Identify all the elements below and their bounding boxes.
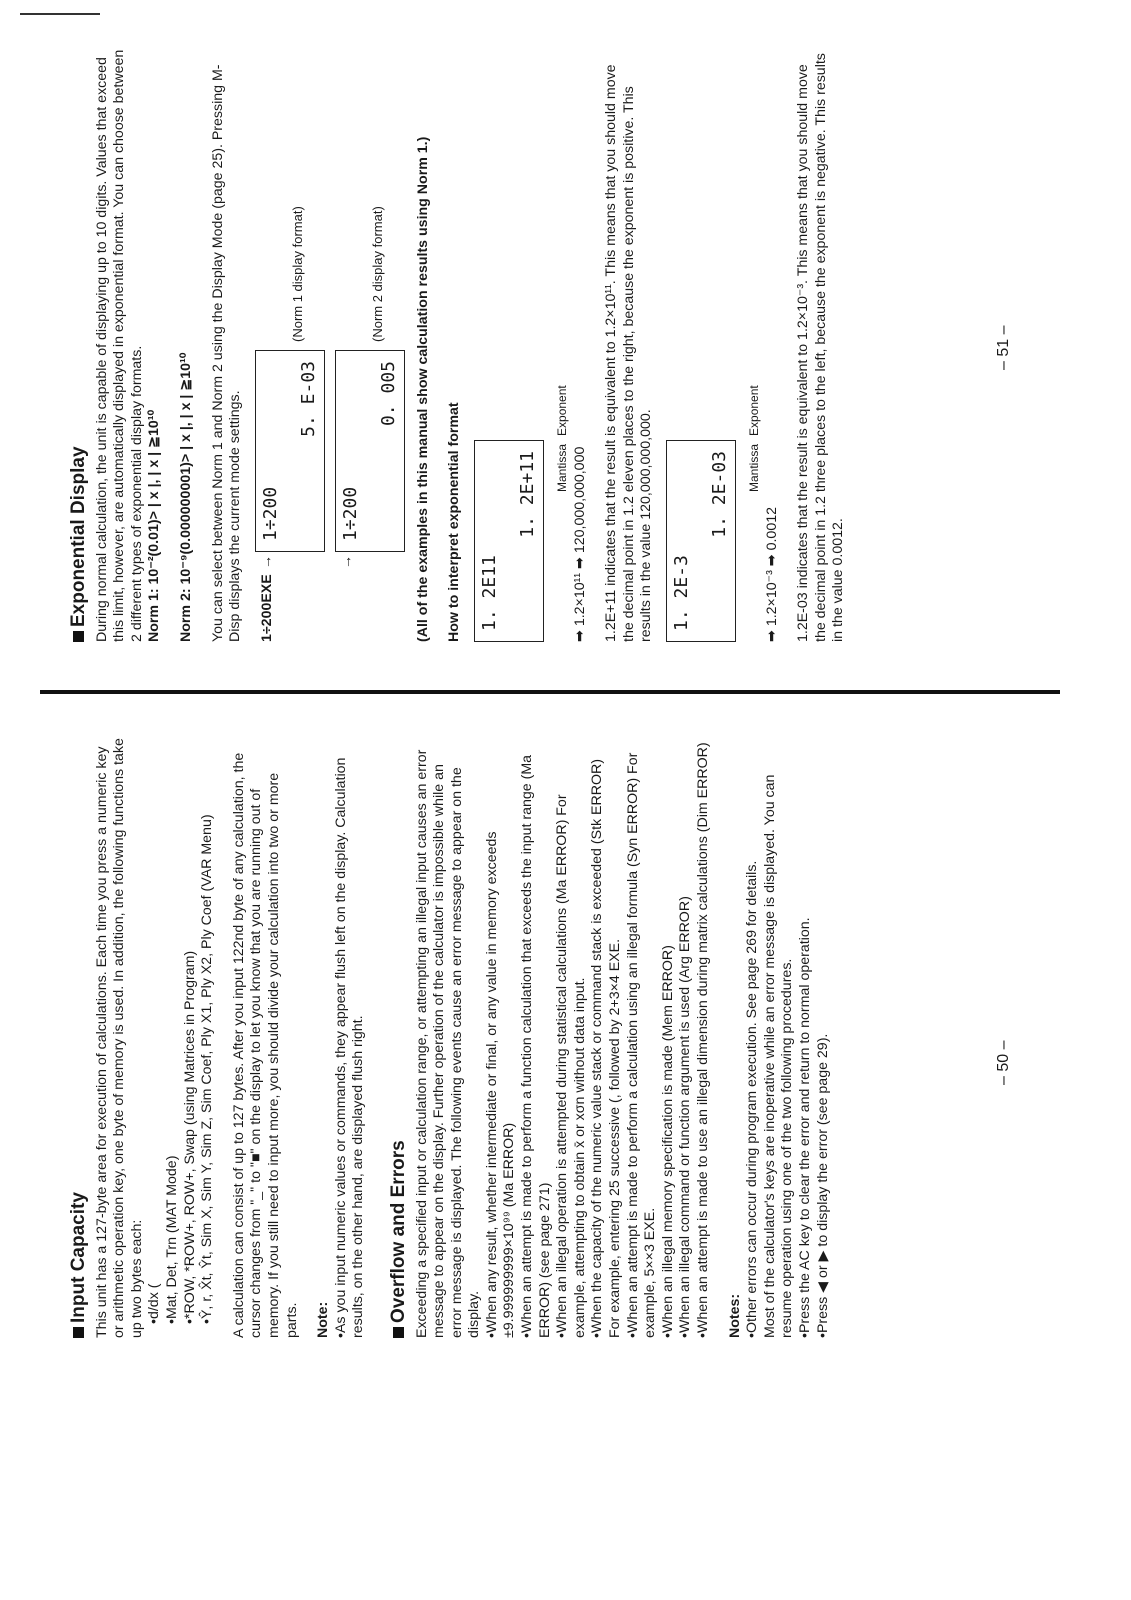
notes-item: •Other errors can occur during program execution. See page 269 for details. <box>744 860 761 1338</box>
notes-item: •Press the AC key to clear the error and return to normal operation. <box>796 917 813 1338</box>
page-number-51: – 51 – <box>995 325 1012 370</box>
page-51 <box>70 42 848 642</box>
page-edge-mark <box>20 13 100 15</box>
overflow-heading: Overflow and Errors <box>390 738 408 1338</box>
arrow-icon: → <box>338 554 355 570</box>
example1 <box>474 42 544 642</box>
error-item: •When an illegal memory specification is made (Mem ERROR) <box>659 945 676 1338</box>
arrow-icon: → <box>258 554 275 570</box>
error-item: •When an attempt is made to perform a calculation using an illegal formula (Syn ERROR) For example, 5××3 EXE. <box>624 752 659 1338</box>
format-label: (Norm 2 display format) <box>369 206 385 342</box>
bullet-item: •*ROW, *ROW+, ROW+, Swap (using Matrices in Program) <box>181 950 198 1324</box>
ex2-conversion: ➡ 1.2×10⁻³ ➡ 0.0012 <box>763 507 780 642</box>
norm1-def: Norm 1: 10⁻²(0.01)> | x |, | x | ≧10¹⁰ <box>146 409 163 642</box>
exponential-heading: Exponential Display <box>70 42 88 642</box>
error-item: •When an attempt is made to perform a function calculation that exceeds the input range (Ma ERROR) (see page 271) <box>519 754 553 1338</box>
error-item: •When an illegal operation is attempted during statistical calculations (Ma ERROR) For example, attempting to obtain x̄ or xσn without data input. <box>554 794 588 1338</box>
lcd-display: 1. 2E-3 1. 2E-03 <box>666 440 736 642</box>
norm1-example <box>255 42 325 642</box>
input-capacity-para2: A calculation can consist of up to 127 bytes. After you input 122nd byte of any calculation, the cursor changes from "_" to "■" on the display to let you know that you are running out of memory. If you still need to input more, you should divide your calculation into two or more parts. <box>230 752 300 1338</box>
error-item: •When an attempt is made to use an illegal dimension during matrix calculations (Dim ERROR) <box>695 742 711 1338</box>
mantissa-exponent-labels: MantissaExponent <box>554 385 569 492</box>
input-capacity-heading: Input Capacity <box>70 738 88 1338</box>
bullet-item: •d/dx ( <box>146 1283 163 1324</box>
exp-para1: During normal calculation, the unit is capable of displaying up to 10 digits. Values that exceed this limit, however, are automatically displayed in exponential format. You can choose between 2 different types of exponential display formats. <box>93 49 145 642</box>
all-examples-note: (All of the examples in this manual show calculation results using Norm 1.) <box>414 136 431 642</box>
note-text: •As you input numeric values or commands, they appear flush left on the display. Calculation results, on the other hand, are displayed flush right. <box>332 757 367 1338</box>
bullet-item: •Mat, Det, Trn (MAT Mode) <box>163 1155 180 1324</box>
lcd-display: 1. 2E11 1. 2E+11 <box>474 440 544 642</box>
page-gutter <box>40 690 1060 694</box>
lcd-display: 1÷200 5. E-03 <box>255 350 325 552</box>
norm2-def: Norm 2: 10⁻⁹(0.000000001)> | x |, | x | ≧10¹⁰ <box>177 352 194 642</box>
error-item: •When the capacity of the numeric value stack or command stack is exceeded (Stk ERROR) For example, entering 25 successive (, followed by 2+3×4 EXE. <box>589 758 624 1338</box>
key-sequence: 1÷200EXE <box>258 574 275 642</box>
note-label: Note: <box>315 1301 332 1338</box>
norm2-example <box>335 42 405 642</box>
page-50 <box>70 738 832 1338</box>
ex1-explanation: 1.2E+11 indicates that the result is equivalent to 1.2×10¹¹. This means that you should move the decimal point in 1.2 eleven places to the right, because the exponent is positive. This results in the value 120,000,000,000. <box>603 64 655 642</box>
exp-para2: You can select between Norm 1 and Norm 2 using the Display Mode (page 25). Pressing M-Disp displays the current mode settings. <box>209 64 244 642</box>
notes-item: •Press ◀ or ▶ to display the error (see page 29). <box>814 1033 831 1338</box>
example2 <box>666 42 736 642</box>
ex2-explanation: 1.2E-03 indicates that the result is equivalent to 1.2×10⁻³. This means that you should move the decimal point in 1.2 three places to the left, because the exponent is negative. This results in the value 0.0012. <box>795 53 847 642</box>
how-to-heading: How to interpret exponential format <box>446 402 463 642</box>
notes-item: Most of the calculator's keys are inoperative while an error message is displayed. You can resume operation using one of the two following procedures. <box>761 774 796 1338</box>
page-number-50: – 50 – <box>995 1040 1012 1085</box>
error-item: •When any result, whether intermediate or final, or any value in memory exceeds ±9.999999999×10⁹⁹ (Ma ERROR) <box>483 831 518 1338</box>
mantissa-exponent-labels: MantissaExponent <box>746 385 761 492</box>
format-label: (Norm 1 display format) <box>289 206 305 342</box>
notes-label: Notes: <box>726 1293 743 1338</box>
lcd-display: 1÷200 0. 005 <box>335 350 405 552</box>
input-capacity-para1: This unit has a 127-byte area for execution of calculations. Each time you press a numeric key or arithmetic operation key, one byte of memory is used. In addition, the following functions take up two bytes each: <box>93 738 145 1338</box>
ex1-conversion: ➡ 1.2×10¹¹ ➡ 120,000,000,000 <box>571 446 588 642</box>
error-item: •When an illegal command or function argument is used (Arg ERROR) <box>677 896 694 1338</box>
overflow-intro: Exceeding a specified input or calculation range, or attempting an illegal input causes an error message to appear on the display. Further operation of the calculator is impossible while an error message is displayed. The following events cause an error message to appear on the display. <box>413 749 483 1338</box>
bullet-item: •Ŷ, r, X̂t, Ŷt, Sim X, Sim Y, Sim Z, Sim Coef, Ply X1, Ply X2, Ply Coef (VAR Menu) <box>199 814 216 1324</box>
